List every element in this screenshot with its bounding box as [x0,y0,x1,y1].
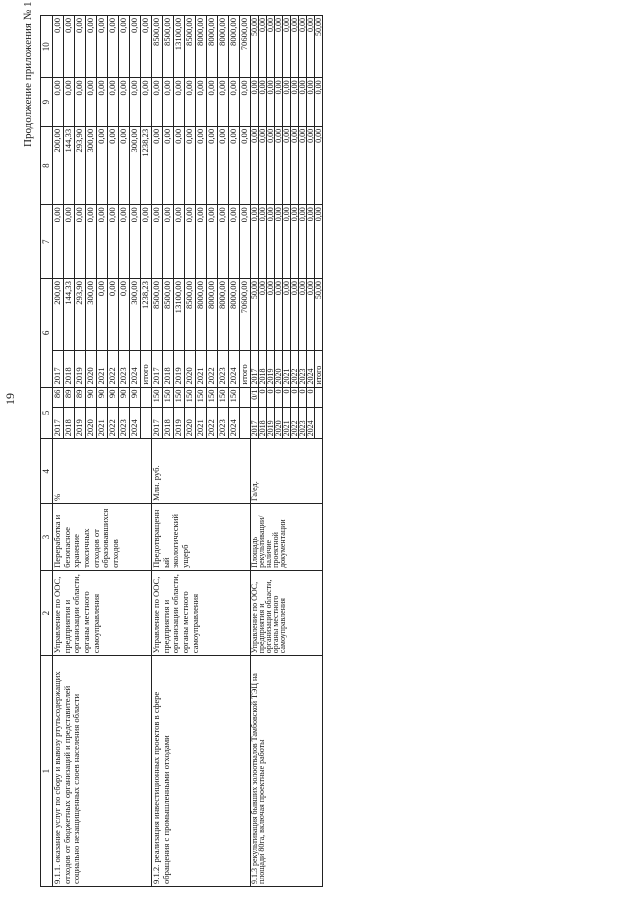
funding-col-8: 300,00 [86,126,97,204]
funding-total: 8000,00 [196,279,207,351]
funding-total: 0,00 [307,279,315,351]
funding-year: итого [315,350,323,387]
funding-col-8: 0,00 [259,126,267,204]
funding-total: 0,00 [108,279,119,351]
funding-year: 2017 [152,350,163,387]
funding-year: 2020 [185,350,196,387]
indicator-year: 2017 [152,408,163,439]
indicator-value: 0 [259,387,267,408]
funding-col-10: 0,00 [283,16,291,78]
funding-col-8: 0,00 [240,126,251,204]
indicator-value: 150 [218,387,229,408]
funding-col-9: 0,00 [229,78,240,126]
funding-col-10: 50,00 [315,16,323,78]
col-header: 9 [41,78,53,126]
funding-col-7: 0,00 [218,205,229,279]
funding-col-8: 0,00 [207,126,218,204]
indicator-value: 0 [283,387,291,408]
funding-col-9: 0,00 [275,78,283,126]
funding-col-8: 0,00 [299,126,307,204]
unit: Га/ед. [251,439,323,504]
funding-col-9: 0,00 [259,78,267,126]
funding-col-7: 0,00 [174,205,185,279]
indicator-value: 150 [163,387,174,408]
funding-col-7: 0,00 [267,205,275,279]
funding-col-9: 0,00 [299,78,307,126]
group-9-1-3 [251,16,323,887]
funding-col-7: 0,00 [207,205,218,279]
funding-col-9: 0,00 [152,78,163,126]
funding-col-10: 0,00 [97,16,108,78]
funding-col-10: 0,00 [141,16,152,78]
indicator-year: 2022 [108,408,119,439]
funding-col-7: 0,00 [119,205,130,279]
indicator-value [141,387,152,408]
indicator-year: 2021 [196,408,207,439]
col-header: 2 [41,570,53,655]
table-row [53,16,64,887]
funding-col-9: 0,00 [97,78,108,126]
funding-col-10: 13100,00 [174,16,185,78]
indicator-value: 150 [185,387,196,408]
funding-col-9: 0,00 [130,78,141,126]
funding-col-8: 0,00 [152,126,163,204]
funding-year: 2023 [119,350,130,387]
funding-col-8: 0,00 [174,126,185,204]
indicator-value: 90 [108,387,119,408]
indicator-year: 2020 [86,408,97,439]
col-header: 5 [41,387,53,439]
funding-col-9: 0,00 [267,78,275,126]
funding-col-8: 0,00 [108,126,119,204]
funding-col-7: 0,00 [259,205,267,279]
funding-total: 0,00 [97,279,108,351]
column-number-row [41,16,53,887]
funding-col-9: 0,00 [75,78,86,126]
funding-year: итого [240,350,251,387]
funding-col-8: 0,00 [218,126,229,204]
funding-total: 70600,00 [240,279,251,351]
continuation-label: Продолжение приложения № 1 [22,1,34,147]
funding-col-10: 0,00 [130,16,141,78]
funding-year: 2022 [108,350,119,387]
indicator-year: 2024 [229,408,240,439]
indicator-value: 150 [207,387,218,408]
indicator-year: 2018 [64,408,75,439]
funding-col-10: 0,00 [291,16,299,78]
funding-col-9: 0,00 [53,78,64,126]
funding-col-7: 0,00 [130,205,141,279]
funding-col-7: 0,00 [283,205,291,279]
table-row [251,16,259,887]
indicator-year: 2017 [53,408,64,439]
funding-col-10: 0,00 [53,16,64,78]
indicator-value: 150 [196,387,207,408]
indicator-year: 2023 [218,408,229,439]
funding-total: 8500,00 [185,279,196,351]
funding-col-9: 0,00 [185,78,196,126]
funding-year: 2017 [251,350,259,387]
funding-col-10: 0,00 [275,16,283,78]
funding-col-10: 0,00 [64,16,75,78]
funding-total: 200,00 [53,279,64,351]
funding-col-7: 0,00 [86,205,97,279]
funding-col-7: 0,00 [75,205,86,279]
funding-col-10: 50,00 [251,16,259,78]
funding-col-8: 144,33 [64,126,75,204]
funding-col-7: 0,00 [152,205,163,279]
funding-col-9: 0,00 [196,78,207,126]
funding-col-9: 0,00 [108,78,119,126]
funding-col-9: 0,00 [163,78,174,126]
indicator-value: 150 [174,387,185,408]
funding-total: 144,33 [64,279,75,351]
indicator-value: 150 [229,387,240,408]
funding-year: 2019 [75,350,86,387]
funding-col-8: 300,00 [130,126,141,204]
funding-col-7: 0,00 [275,205,283,279]
funding-total: 1238,23 [141,279,152,351]
col-header: 4 [41,439,53,504]
indicator-year [240,408,251,439]
funding-col-7: 0,00 [315,205,323,279]
funding-col-10: 0,00 [75,16,86,78]
indicator-year: 2024 [130,408,141,439]
executor: Управление по ООС, предприятия и организации области, органы местного самоуправления [152,570,251,655]
funding-col-8: 0,00 [291,126,299,204]
funding-col-8: 0,00 [119,126,130,204]
funding-col-8: 293,90 [75,126,86,204]
funding-col-9: 0,00 [174,78,185,126]
funding-col-10: 70600,00 [240,16,251,78]
funding-year: 2019 [174,350,185,387]
indicator-year: 2020 [185,408,196,439]
funding-year: 2023 [299,350,307,387]
funding-col-8: 0,00 [163,126,174,204]
funding-col-8: 0,00 [97,126,108,204]
funding-col-10: 8000,00 [207,16,218,78]
indicator-value: 90 [86,387,97,408]
funding-total: 0,00 [283,279,291,351]
funding-col-7: 0,00 [307,205,315,279]
funding-total: 8000,00 [218,279,229,351]
funding-total: 13100,00 [174,279,185,351]
funding-col-8: 0,00 [275,126,283,204]
funding-col-7: 0,00 [97,205,108,279]
indicator-year: 2019 [174,408,185,439]
funding-col-9: 0,00 [307,78,315,126]
funding-year: 2018 [64,350,75,387]
indicator-value: 90 [119,387,130,408]
funding-col-8: 0,00 [283,126,291,204]
executor: Управление по ООС, предприятия и организации области, органы местного самоуправления [251,570,323,655]
funding-col-8: 0,00 [229,126,240,204]
funding-year: 2024 [130,350,141,387]
funding-col-10: 0,00 [108,16,119,78]
indicator-value: 89 [64,387,75,408]
funding-col-10: 0,00 [86,16,97,78]
funding-year: 2018 [163,350,174,387]
funding-col-10: 8000,00 [229,16,240,78]
indicator-year [315,408,323,439]
funding-col-9: 0,00 [119,78,130,126]
funding-col-8: 1238,23 [141,126,152,204]
indicator: Площадь рекультивации/наличие проектной документации [251,504,323,571]
funding-total: 300,00 [130,279,141,351]
funding-total: 50,00 [251,279,259,351]
indicator-value: 89 [75,387,86,408]
indicator-value: 0 [275,387,283,408]
funding-col-10: 0,00 [299,16,307,78]
funding-year: итого [141,350,152,387]
funding-col-10: 8500,00 [163,16,174,78]
funding-col-9: 0,00 [86,78,97,126]
funding-year: 2017 [53,350,64,387]
funding-col-7: 0,00 [185,205,196,279]
funding-col-7: 0,00 [163,205,174,279]
indicator: Предотвращенный экологический ущерб [152,504,251,571]
funding-year: 2024 [307,350,315,387]
indicator: Переработка и безопасное хранение токсичных отходов от образовавшихся отходов [53,504,152,571]
funding-col-7: 0,00 [141,205,152,279]
funding-col-8: 200,00 [53,126,64,204]
funding-col-7: 0,00 [53,205,64,279]
measure-description: 9.1.1. оказание услуг по сбору и вывозу ртутьсодержащих отходов от бюджетных организаций и представителей социально незащищенных слоев населения области [53,656,152,887]
col-header: 6 [41,279,53,387]
funding-col-9: 0,00 [251,78,259,126]
indicator-year: 2018 [163,408,174,439]
funding-col-9: 0,00 [64,78,75,126]
funding-col-7: 0,00 [291,205,299,279]
funding-col-9: 0,00 [141,78,152,126]
indicator-value: 0 [299,387,307,408]
measure-description: 9.1.3 рекультивация бывших золоотвалов Тамбовской ТЭЦ на площади 80га, включая проектные работы [251,656,323,887]
funding-total: 50,00 [315,279,323,351]
funding-col-7: 0,00 [64,205,75,279]
funding-total: 8500,00 [163,279,174,351]
col-header: 3 [41,504,53,571]
indicator-year: 2021 [97,408,108,439]
funding-total: 8500,00 [152,279,163,351]
indicator-value: 90 [130,387,141,408]
funding-total: 0,00 [299,279,307,351]
unit: Млн. руб. [152,439,251,504]
indicator-value: 150 [152,387,163,408]
funding-total: 0,00 [275,279,283,351]
funding-total: 8000,00 [207,279,218,351]
indicator-value: 0 [291,387,299,408]
funding-year: 2024 [229,350,240,387]
funding-col-7: 0,00 [229,205,240,279]
indicator-value: 86 [53,387,64,408]
indicator-year: 2022 [207,408,218,439]
funding-col-9: 0,00 [283,78,291,126]
col-header: 7 [41,205,53,279]
table-row [152,16,163,887]
funding-col-8: 0,00 [267,126,275,204]
funding-total: 0,00 [291,279,299,351]
indicator-year: 2017 [251,408,259,439]
indicator-value [240,387,251,408]
funding-col-10: 8000,00 [196,16,207,78]
measure-description: 9.1.2. реализация инвестиционных проектов в сфере обращения с промышленными отходами [152,656,251,887]
funding-year: 2021 [283,350,291,387]
funding-year: 2019 [267,350,275,387]
funding-col-7: 0,00 [196,205,207,279]
funding-col-9: 0,00 [240,78,251,126]
funding-col-10: 0,00 [259,16,267,78]
funding-col-8: 0,00 [185,126,196,204]
funding-year: 2021 [196,350,207,387]
group-9-1-1 [53,16,152,887]
funding-col-8: 0,00 [196,126,207,204]
indicator-year: 2023 [299,408,307,439]
funding-col-9: 0,00 [218,78,229,126]
funding-total: 293,90 [75,279,86,351]
funding-col-7: 0,00 [251,205,259,279]
funding-col-10: 8500,00 [185,16,196,78]
indicator-year: 2023 [119,408,130,439]
indicator-year: 2021 [283,408,291,439]
funding-year: 2022 [207,350,218,387]
funding-total: 300,00 [86,279,97,351]
indicator-year: 2020 [275,408,283,439]
indicator-year: 2019 [267,408,275,439]
col-header: 10 [41,16,53,78]
funding-year: 2021 [97,350,108,387]
unit: % [53,439,152,504]
funding-year: 2022 [291,350,299,387]
funding-total: 8000,00 [229,279,240,351]
funding-col-9: 0,00 [315,78,323,126]
col-header: 8 [41,126,53,204]
program-table [40,15,323,887]
funding-total: 0,00 [119,279,130,351]
indicator-value: 90 [97,387,108,408]
indicator-year: 2019 [75,408,86,439]
funding-col-10: 8500,00 [152,16,163,78]
funding-col-7: 0,00 [108,205,119,279]
indicator-value [315,387,323,408]
funding-total: 0,00 [267,279,275,351]
indicator-year: 2022 [291,408,299,439]
funding-col-10: 0,00 [307,16,315,78]
page-number: 19 [3,393,17,405]
funding-col-8: 0,00 [307,126,315,204]
funding-col-9: 0,00 [207,78,218,126]
funding-col-8: 0,00 [251,126,259,204]
indicator-value: 0 [307,387,315,408]
executor: Управление по ООС, предприятия и организации области, органы местного самоуправления [53,570,152,655]
indicator-value: 0/1 [251,387,259,408]
group-9-1-2 [152,16,251,887]
indicator-value: 0 [267,387,275,408]
indicator-year: 2024 [307,408,315,439]
funding-year: 2020 [275,350,283,387]
col-header: 1 [41,656,53,887]
funding-col-10: 0,00 [267,16,275,78]
funding-year: 2023 [218,350,229,387]
funding-col-8: 0,00 [315,126,323,204]
funding-col-10: 0,00 [119,16,130,78]
funding-total: 0,00 [259,279,267,351]
indicator-year: 2018 [259,408,267,439]
funding-col-9: 0,00 [291,78,299,126]
indicator-year [141,408,152,439]
funding-year: 2020 [86,350,97,387]
funding-col-7: 0,00 [299,205,307,279]
funding-year: 2018 [259,350,267,387]
funding-col-7: 0,00 [240,205,251,279]
funding-col-10: 8000,00 [218,16,229,78]
